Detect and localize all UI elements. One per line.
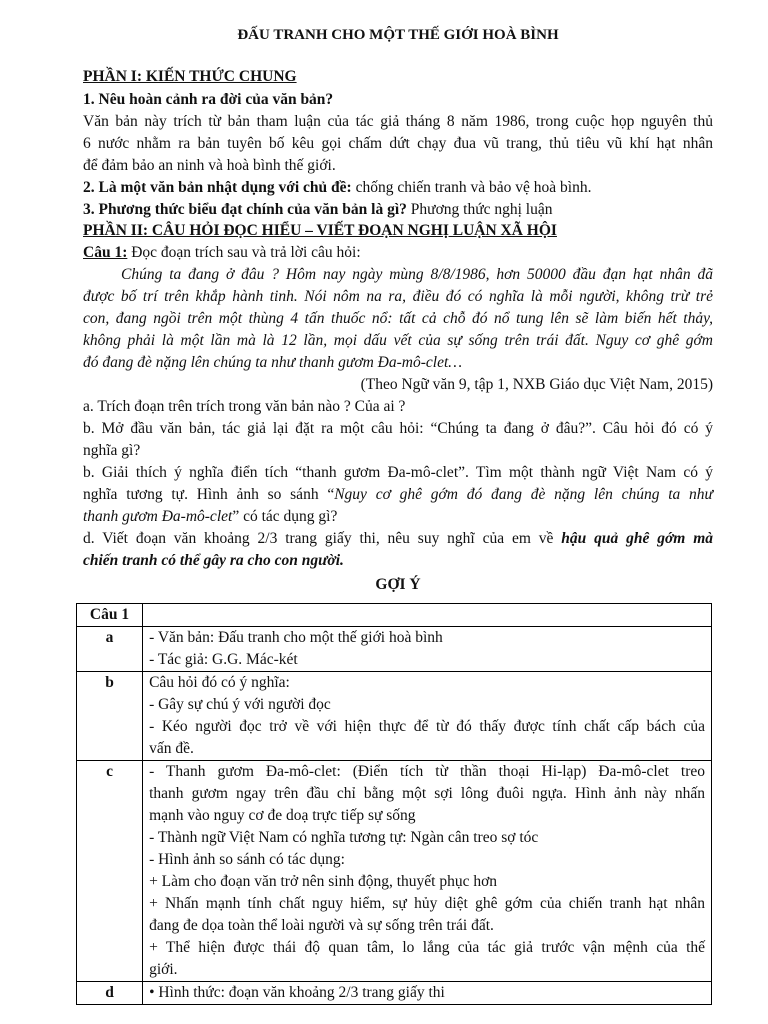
question-3-answer: Phương thức nghị luận: [406, 201, 553, 218]
row-label-d: d: [77, 982, 143, 1005]
question-3-label: 3. Phương thức biểu đạt chính của văn bản là gì?: [83, 201, 407, 218]
question-c-line-2: [83, 484, 713, 506]
passage-source: (Theo Ngữ văn 9, tập 1, NXB Giáo dục Việt Nam, 2015): [360, 376, 713, 393]
question-c-line-1: b. Giải thích ý nghĩa điển tích “thanh gươm Đa-mô-clet”. Tìm một thành ngữ Việt Nam có ý: [83, 464, 713, 481]
row-d-line: • Hình thức: đoạn văn khoảng 2/3 trang giấy thi: [149, 984, 445, 1001]
table-row: [77, 761, 712, 982]
passage-line-5: đó đang đè nặng lên chúng ta như thanh gươm Đa-mô-clet…: [83, 354, 463, 371]
row-a-line: - Tác giả: G.G. Mác-két: [149, 651, 298, 668]
table-row: [77, 627, 712, 672]
table-row: [77, 982, 712, 1005]
question-b-line-1: b. Mở đầu văn bản, tác giả lại đặt ra một câu hỏi: “Chúng ta đang ở đâu?”. Câu hỏi đó có ý: [83, 420, 713, 437]
question-d-emphasis: hậu quả ghê gớm mà: [561, 530, 713, 547]
question-1: 1. Nêu hoàn cảnh ra đời của văn bản?: [83, 91, 334, 108]
table-header-row: [77, 604, 712, 627]
cau1-instruction: [83, 242, 361, 264]
question-3: [83, 199, 552, 221]
table-header-cell: Câu 1: [77, 604, 143, 627]
question-c-line-3-text: ” có tác dụng gì?: [232, 508, 338, 525]
document-title: ĐẤU TRANH CHO MỘT THẾ GIỚI HOÀ BÌNH: [237, 27, 559, 43]
table-row: [77, 672, 712, 761]
part1-heading: PHẦN I: KIẾN THỨC CHUNG: [83, 68, 297, 85]
part2-heading: PHẦN II: CÂU HỎI ĐỌC HIỂU – VIẾT ĐOẠN NGHỊ LUẬN XÃ HỘI: [83, 222, 557, 239]
question-2-answer: chống chiến tranh và bảo vệ hoà bình.: [351, 179, 592, 196]
question-c-quote-end: thanh gươm Đa-mô-clet: [83, 508, 233, 525]
row-c-line: giới.: [149, 961, 178, 978]
row-c-line: + Thể hiện được thái độ quan tâm, lo lắng của tác giả trước vận mệnh của thế: [149, 939, 705, 956]
question-d-line-2: chiến tranh có thể gây ra cho con người.: [83, 552, 344, 569]
passage-line-4: không phải là một lần mà là 12 lần, mọi dấu vết của sự sống trên trái đất. Nguy cơ ghê gớm: [83, 332, 713, 349]
row-label-b: b: [77, 672, 143, 761]
row-a-line: - Văn bản: Đấu tranh cho một thế giới hoà bình: [149, 629, 443, 646]
row-b-line: - Kéo người đọc trở về với hiện thực để từ đó thấy được tính chất cấp bách của: [149, 718, 705, 735]
passage-line-1: Chúng ta đang ở đâu ? Hôm nay ngày mùng 8/8/1986, hơn 50000 đầu đạn hạt nhân đã: [121, 266, 713, 283]
row-c-line: mạnh vào nguy cơ đe doạ trực tiếp sự sống: [149, 807, 416, 824]
question-d-text: d. Viết đoạn văn khoảng 2/3 trang giấy thi, nêu suy nghĩ của em về: [83, 530, 562, 547]
row-c-line: - Hình ảnh so sánh có tác dụng:: [149, 851, 345, 868]
passage-line-3: con, đang ngồi trên một thùng 4 tấn thuốc nổ: tất cả chỗ đó nổ tung lên sẽ làm biến hết thảy,: [83, 310, 713, 327]
row-c-line: + Làm cho đoạn văn trở nên sinh động, thuyết phục hơn: [149, 873, 498, 890]
question-c-quote: Nguy cơ ghê gớm đó đang đè nặng lên chúng ta như: [334, 486, 714, 503]
row-b-line: - Gây sự chú ý với người đọc: [149, 696, 331, 713]
answer-1-line-1: Văn bản này trích từ bản tham luận của tác giả tháng 8 năm 1986, trong cuộc họp nguyên thủ: [83, 113, 713, 130]
row-label-a: a: [77, 627, 143, 672]
row-b-line: vấn đề.: [149, 740, 194, 757]
row-c-line: - Thành ngữ Việt Nam có nghĩa tương tự: Ngàn cân treo sợ tóc: [149, 829, 539, 846]
row-c-line: - Thanh gươm Đa-mô-clet: (Điển tích từ thần thoại Hi-lạp) Đa-mô-clet treo: [149, 763, 705, 780]
answer-table: [76, 603, 712, 1005]
row-content-a: [143, 627, 712, 672]
question-c-line-2-text: nghĩa tương tự. Hình ảnh so sánh “: [83, 486, 335, 503]
cau1-label: Câu 1:: [83, 244, 128, 261]
question-c-line-3: [83, 506, 337, 528]
row-c-line: đang đe dọa toàn thể loài người và sự sống trên trái đất.: [149, 917, 494, 934]
row-c-line: + Nhấn mạnh tính chất nguy hiểm, sự hủy diệt ghê gớm của chiến tranh hạt nhân: [149, 895, 705, 912]
row-label-c: c: [77, 761, 143, 982]
passage-line-2: được bố trí trên khắp hành tinh. Nói nôm na ra, điều đó có nghĩa là mỗi người, không trừ trẻ: [83, 288, 713, 305]
question-2: [83, 177, 591, 199]
question-2-label: 2. Là một văn bản nhật dụng với chủ đề:: [83, 179, 352, 196]
question-d-line-1: [83, 528, 713, 550]
question-b-line-2: nghĩa gì?: [83, 442, 141, 459]
answer-1-line-2: 6 nước nhằm ra bản tuyên bố kêu gọi chấm dứt chạy đua vũ trang, thủ tiêu vũ khí hạt nhân: [83, 135, 713, 152]
answer-1-line-3: để đảm bảo an ninh và hoà bình thế giới.: [83, 157, 336, 174]
row-content-c: [143, 761, 712, 982]
table-header-empty: [143, 604, 712, 627]
question-a: a. Trích đoạn trên trích trong văn bản nào ? Của ai ?: [83, 398, 406, 415]
row-c-line: thanh gươm ngay trên đầu chỉ bằng một sợi lông đuôi ngựa. Hình ảnh này nhấn: [149, 785, 705, 802]
row-b-line: Câu hỏi đó có ý nghĩa:: [149, 674, 290, 691]
hint-heading: GỢI Ý: [375, 576, 421, 593]
cau1-prompt: Đọc đoạn trích sau và trả lời câu hỏi:: [127, 244, 361, 261]
row-content-d: [143, 982, 712, 1005]
row-content-b: [143, 672, 712, 761]
